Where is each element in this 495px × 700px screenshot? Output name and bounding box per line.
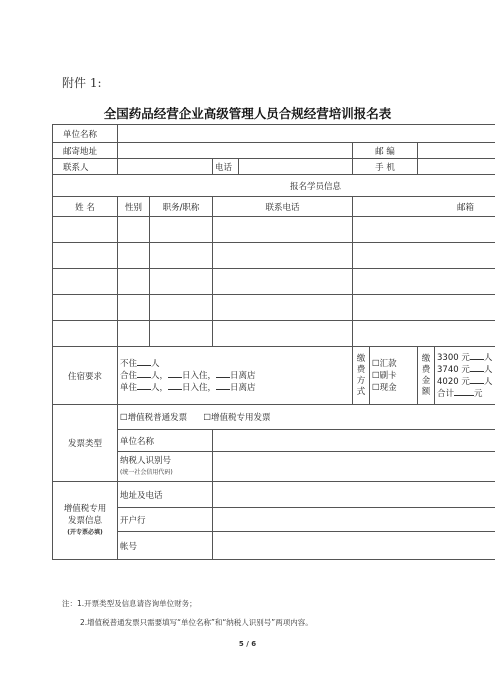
table-row bbox=[53, 243, 495, 269]
vat-bank-field[interactable] bbox=[213, 508, 495, 532]
student-phone-cell[interactable] bbox=[213, 217, 353, 243]
student-title-cell[interactable] bbox=[150, 217, 213, 243]
invoice-type-label: 发票类型 bbox=[53, 405, 118, 482]
vat-address-phone-label: 地址及电话 bbox=[118, 482, 213, 508]
footnote-1: 注：1.开票类型及信息请咨询单位财务； bbox=[62, 599, 197, 608]
payment-method-options[interactable] bbox=[370, 347, 418, 405]
student-gender-cell[interactable] bbox=[118, 269, 150, 295]
student-email-cell[interactable] bbox=[353, 295, 495, 321]
student-email-cell[interactable] bbox=[353, 217, 495, 243]
student-name-cell[interactable] bbox=[53, 295, 118, 321]
table-row bbox=[53, 295, 495, 321]
tax-id-field[interactable] bbox=[213, 452, 495, 482]
vat-info-label: 增值税专用 发票信息 (开专票必填) bbox=[53, 482, 118, 560]
student-name-cell[interactable] bbox=[53, 217, 118, 243]
section-title-student-info: 报名学员信息 bbox=[53, 175, 495, 197]
payment-amount-label: 缴 费 金 额 bbox=[418, 347, 435, 405]
student-phone-cell[interactable] bbox=[213, 243, 353, 269]
attachment-label: 附件 1: bbox=[62, 76, 102, 90]
page-number: 5 / 6 bbox=[238, 640, 257, 648]
student-gender-cell[interactable] bbox=[118, 295, 150, 321]
postcode-field[interactable] bbox=[418, 143, 495, 159]
lodging-label: 住宿要求 bbox=[53, 347, 118, 405]
table-row bbox=[53, 269, 495, 295]
invoice-type-options[interactable] bbox=[118, 405, 495, 430]
mail-address-label: 邮寄地址 bbox=[53, 143, 118, 159]
student-phone-cell[interactable] bbox=[213, 295, 353, 321]
invoice-normal-checkbox[interactable]: ☐增值税普通发票 bbox=[120, 413, 188, 423]
lodging-options[interactable]: 不住 人 合住 人， 日入住， 日离店 单住 人， 日入住， 日离店 bbox=[118, 347, 353, 405]
payment-method-label: 缴 费 方 式 bbox=[353, 347, 370, 405]
footnote-2: 2.增值税普通发票只需要填写“单位名称”和“纳税人识别号”两项内容。 bbox=[80, 618, 313, 627]
student-title-cell[interactable] bbox=[150, 321, 213, 347]
col-email: 邮箱 bbox=[353, 197, 495, 217]
student-email-cell[interactable] bbox=[353, 243, 495, 269]
student-title-cell[interactable] bbox=[150, 243, 213, 269]
pay-option-cash[interactable]: ☐现金 bbox=[372, 382, 397, 393]
contact-field[interactable] bbox=[118, 159, 213, 175]
mobile-field[interactable] bbox=[418, 159, 495, 175]
table-row bbox=[53, 321, 495, 347]
phone-field[interactable] bbox=[239, 159, 353, 175]
col-phone: 联系电话 bbox=[213, 197, 353, 217]
pay-option-card[interactable]: ☐刷卡 bbox=[372, 370, 397, 381]
vat-account-field[interactable] bbox=[213, 532, 495, 560]
tax-id-label: 纳税人识别号 (统一社会信用代码) bbox=[118, 452, 213, 482]
form-title: 全国药品经营企业高级管理人员合规经营培训报名表 bbox=[103, 106, 392, 121]
postcode-label: 邮 编 bbox=[353, 143, 418, 159]
unit-name-field[interactable] bbox=[118, 125, 495, 143]
vat-bank-label: 开户行 bbox=[118, 508, 213, 532]
footnotes bbox=[62, 598, 313, 636]
col-gender: 性别 bbox=[118, 197, 150, 217]
student-name-cell[interactable] bbox=[53, 269, 118, 295]
contact-label: 联系人 bbox=[53, 159, 118, 175]
student-email-cell[interactable] bbox=[353, 321, 495, 347]
vat-account-label: 帐号 bbox=[118, 532, 213, 560]
table-row bbox=[53, 217, 495, 243]
registration-form-table bbox=[52, 124, 495, 560]
student-gender-cell[interactable] bbox=[118, 217, 150, 243]
mobile-label: 手 机 bbox=[353, 159, 418, 175]
invoice-unit-name-label: 单位名称 bbox=[118, 430, 213, 452]
student-email-cell[interactable] bbox=[353, 269, 495, 295]
student-title-cell[interactable] bbox=[150, 295, 213, 321]
unit-name-label: 单位名称 bbox=[53, 125, 118, 143]
phone-label: 电话 bbox=[213, 159, 239, 175]
student-gender-cell[interactable] bbox=[118, 321, 150, 347]
col-name: 姓 名 bbox=[53, 197, 118, 217]
student-title-cell[interactable] bbox=[150, 269, 213, 295]
mail-address-field[interactable] bbox=[118, 143, 353, 159]
pay-option-transfer[interactable]: ☐汇款 bbox=[372, 358, 397, 369]
payment-amount-lines[interactable]: 3300 元 人 3740 元 人 4020 元 人 合计 元 bbox=[435, 347, 495, 405]
invoice-unit-name-field[interactable] bbox=[213, 430, 495, 452]
student-gender-cell[interactable] bbox=[118, 243, 150, 269]
student-name-cell[interactable] bbox=[53, 243, 118, 269]
vat-address-phone-field[interactable] bbox=[213, 482, 495, 508]
student-phone-cell[interactable] bbox=[213, 321, 353, 347]
invoice-special-checkbox[interactable]: ☐增值税专用发票 bbox=[203, 413, 271, 423]
student-name-cell[interactable] bbox=[53, 321, 118, 347]
col-title: 职务/职称 bbox=[150, 197, 213, 217]
student-phone-cell[interactable] bbox=[213, 269, 353, 295]
